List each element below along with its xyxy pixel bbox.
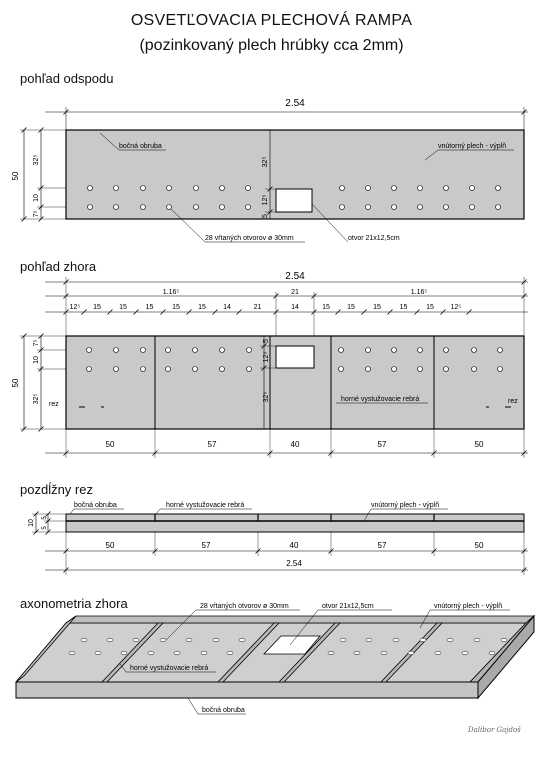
axo-label-ribs: horné vystužovacie rebrá	[130, 665, 209, 672]
axo-label-holes: 28 vŕtaných otvorov ø 30mm	[200, 603, 289, 610]
dim-section-bottom-2: 57	[201, 541, 211, 550]
dim-segment-label: 12⁵	[450, 304, 462, 311]
dim-top-bottom-4: 57	[377, 440, 387, 449]
dim-section-left-1: 10	[28, 519, 35, 527]
dim-section-left-3: 5	[42, 526, 48, 530]
section-mark-right: rez	[508, 398, 518, 405]
dim-top-center-1: 5	[263, 339, 270, 343]
bottom-view	[11, 98, 528, 242]
label-section-ribs: horné vystužovacie rebrá	[166, 502, 245, 509]
dim-top-left-1: 7⁵	[33, 339, 40, 347]
dim-segment-label: 14	[291, 304, 299, 311]
dim-left-1: 32⁵	[33, 154, 40, 166]
dim-center-2: 12⁵	[262, 194, 269, 206]
label-ribs: horné vystužovacie rebrá	[341, 396, 420, 403]
dim-segment-label: 15	[347, 304, 355, 311]
dim-segment-label: 15	[399, 304, 408, 311]
label-inner-sheet: vnútorný plech - výplň	[438, 143, 507, 150]
dim-center-1: 32⁵	[262, 156, 269, 168]
opening-top	[276, 346, 314, 368]
dim-segment-label: 15	[145, 304, 154, 311]
label-opening: otvor 21x12,5cm	[348, 235, 400, 242]
axo-front-face	[16, 682, 478, 698]
drawing-title: OSVETĽOVACIA PLECHOVÁ RAMPA	[130, 12, 413, 29]
dim-top-center-2: 12⁵	[263, 351, 270, 363]
dim-top-bottom-3: 40	[290, 440, 300, 449]
axo-label-inner: vnútorný plech - výplň	[434, 603, 503, 610]
dim-group-3: 1.16⁵	[410, 289, 428, 296]
dim-segment-label: 15	[198, 304, 206, 311]
heading-top-view: pohľad zhora	[20, 259, 97, 274]
dim-segment-label: 12⁵	[69, 304, 81, 311]
dim-section-bottom-4: 57	[377, 541, 387, 550]
dim-segment-label: 15	[119, 304, 127, 311]
top-view	[11, 271, 528, 458]
dim-section-bottom-5: 50	[474, 541, 484, 550]
dim-segment-label: 15	[172, 304, 180, 311]
dim-section-overall: 2.54	[286, 559, 302, 568]
dim-overall: 2.54	[285, 98, 305, 109]
label-section-inner: vnútorný plech - výplň	[371, 502, 440, 509]
dim-section-left-2: 5	[42, 516, 48, 520]
section-body	[66, 514, 524, 532]
dim-segment-label: 15	[322, 304, 330, 311]
dim-top-center-3: 32⁵	[263, 391, 270, 403]
dim-group-2: 21	[291, 289, 299, 296]
dim-section-bottom-1: 50	[105, 541, 115, 550]
dim-group-1: 1.16⁵	[162, 289, 180, 296]
dim-top-left-3: 32⁵	[33, 393, 40, 405]
dim-segment-label: 15	[426, 304, 434, 311]
longitudinal-section	[28, 502, 528, 575]
dim-left-3: 7⁵	[33, 210, 40, 218]
drawing-subtitle: (pozinkovaný plech hrúbky cca 2mm)	[139, 37, 404, 54]
dim-top-bottom-2: 57	[207, 440, 217, 449]
dim-top-left-2: 10	[33, 356, 40, 364]
dim-overall-top: 2.54	[285, 271, 305, 282]
axo-label-opening: otvor 21x12,5cm	[322, 603, 374, 610]
dim-top-height: 50	[11, 378, 20, 388]
dim-height: 50	[11, 171, 20, 181]
dim-segment-label: 14	[223, 304, 231, 311]
dim-top-bottom-1: 50	[105, 440, 115, 449]
axonometry	[16, 603, 534, 714]
axo-label-flange: bočná obruba	[202, 707, 245, 714]
heading-longitudinal-section: pozdĺžny rez	[20, 482, 93, 497]
dim-segment-label: 21	[253, 304, 262, 311]
dim-segment-label: 15	[373, 304, 381, 311]
heading-axonometry: axonometria zhora	[20, 596, 128, 611]
author-signature: Dalibor Gajdoš	[468, 726, 521, 734]
dim-section-bottom-3: 40	[289, 541, 299, 550]
dim-left-2: 10	[33, 194, 40, 202]
label-side-flange: bočná obruba	[119, 143, 162, 150]
opening	[276, 189, 312, 212]
dim-center-3: 5	[262, 214, 269, 218]
section-mark-left: rez	[49, 401, 59, 408]
dim-top-bottom-5: 50	[474, 440, 484, 449]
axo-back-rim	[66, 616, 534, 623]
label-holes: 28 vŕtaných otvorov ø 30mm	[205, 235, 294, 242]
dim-segment-label: 15	[93, 304, 101, 311]
heading-bottom-view: pohľad odspodu	[20, 71, 114, 86]
label-section-flange: bočná obruba	[74, 502, 117, 509]
